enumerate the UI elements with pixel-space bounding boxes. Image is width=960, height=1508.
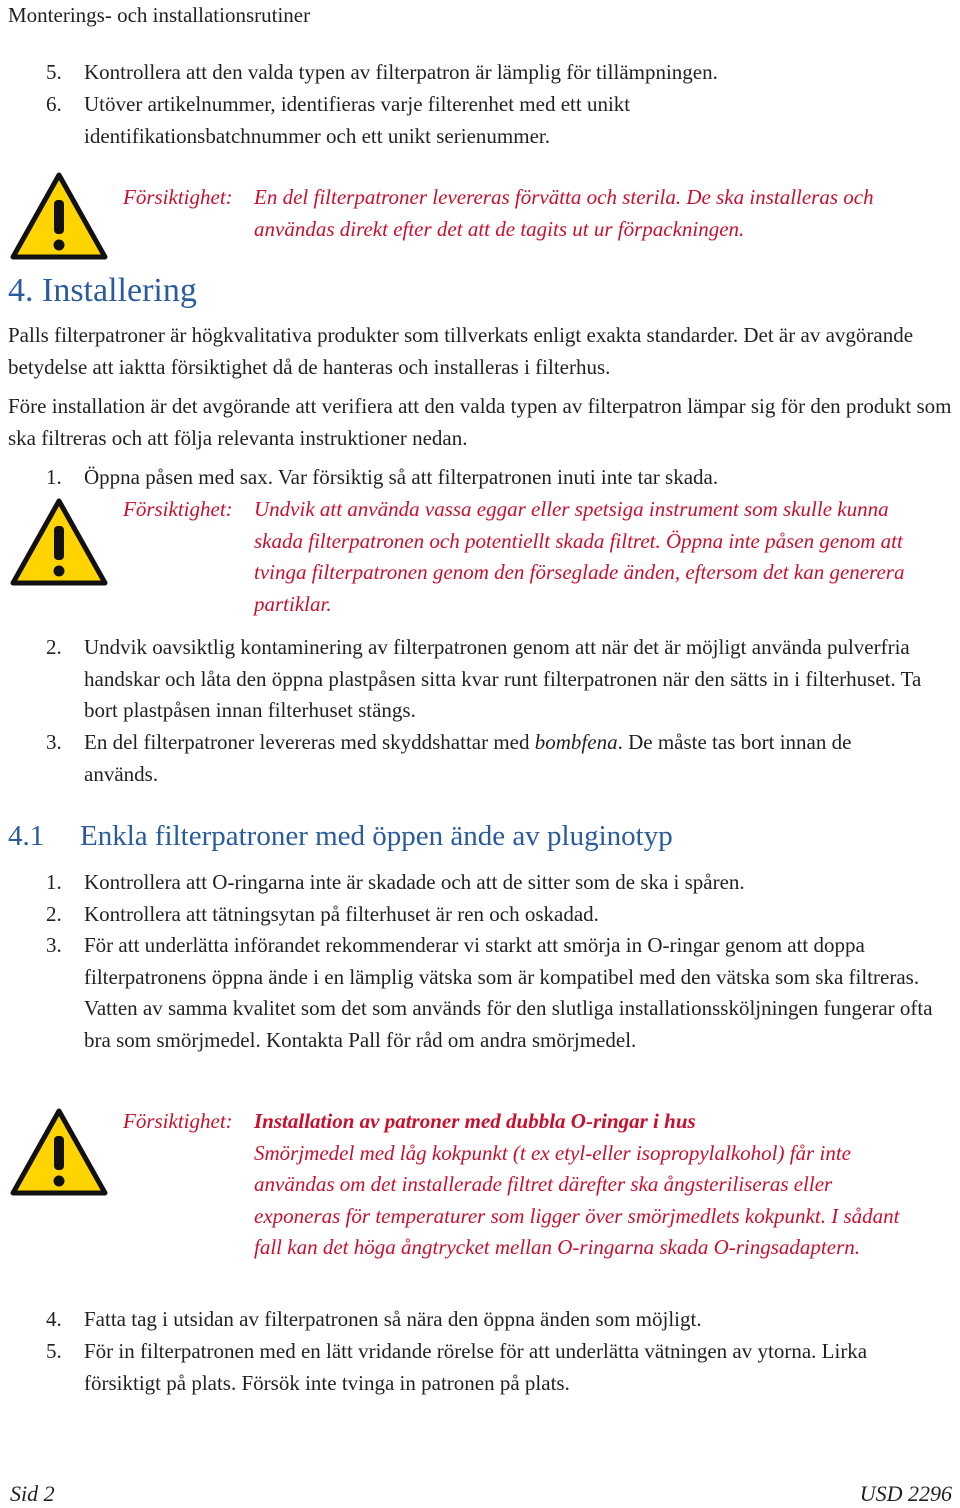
subsection-title: Enkla filterpatroner med öppen ände av pluginotyp (80, 820, 673, 852)
caution-text: Smörjmedel med låg kokpunkt (t ex etyl-eller isopropylalkohol) får inte användas om det installerade filtret därefter ska ångsteriliseras eller exponeras för temperaturer som ligger över smörjmedlets kokpunkt. I sådant fall kan det höga ångtrycket mellan O-ringarna skada O-ringsadaptern. (254, 1140, 900, 1259)
list-number: 4. (46, 1307, 62, 1331)
subsection-number: 4.1 (8, 820, 45, 852)
subsection-heading (8, 820, 673, 853)
caution-text: Undvik att använda vassa eggar eller spetsiga instrument som skulle kunna skada filterpatronen och potentiellt skada filtret. Öppna inte påsen genom att tvinga filterpatronen genom den förseglade änden, eftersom det kan generera partiklar. (254, 497, 905, 616)
list-number: 3. (46, 730, 62, 754)
caution-label: Försiktighet: (123, 497, 233, 521)
emphasized-term: bombfena (534, 730, 618, 754)
list-text (84, 727, 920, 790)
list-number: 3. (46, 933, 62, 957)
list-number: 6. (46, 92, 62, 116)
paragraph: Palls filterpatroner är högkvalitativa produkter som tillverkats enligt exakta standarder. Det är av avgörande betydelse att iaktta försiktighet då de hanteras och installeras i filterhus. (8, 323, 914, 379)
list-number: 2. (46, 902, 62, 926)
caution-title: Installation av patroner med dubbla O-ringar i hus (254, 1109, 696, 1133)
list-number: 1. (46, 870, 62, 894)
paragraph: Före installation är det avgörande att verifiera att den valda typen av filterpatron lämpar sig för den produkt som ska filtreras och att följa relevanta instruktioner nedan. (8, 394, 952, 450)
warning-triangle-icon (10, 1108, 108, 1196)
list-text: Utöver artikelnummer, identifieras varje filterenhet med ett unikt identifikationsbatchnummer och ett unikt serienummer. (84, 92, 631, 148)
page-number: Sid 2 (10, 1481, 55, 1506)
section-heading: 4. Installering (8, 272, 197, 309)
list-number: 5. (46, 1339, 62, 1363)
list-text: Kontrollera att O-ringarna inte är skadade och att de sitter som de ska i spåren. (84, 870, 745, 894)
caution-text: En del filterpatroner levereras förvätta och sterila. De ska installeras och användas direkt efter det att de tagits ut ur förpackningen. (254, 185, 874, 241)
list-text: Öppna påsen med sax. Var försiktig så att filterpatronen inuti inte tar skada. (84, 465, 719, 489)
caution-label: Försiktighet: (123, 1109, 233, 1133)
warning-triangle-icon (10, 172, 108, 260)
document-code: USD 2296 (859, 1481, 952, 1506)
warning-triangle-icon (10, 498, 108, 586)
list-text: Fatta tag i utsidan av filterpatronen så nära den öppna änden som möjligt. (84, 1307, 702, 1331)
list-text: Kontrollera att tätningsytan på filterhuset är ren och oskadad. (84, 902, 599, 926)
list-text-part: . De måste tas bort innan de används. (84, 730, 852, 786)
list-text: Kontrollera att den valda typen av filterpatron är lämplig för tillämpningen. (84, 60, 718, 84)
caution-body (254, 1106, 910, 1264)
list-number: 1. (46, 465, 62, 489)
list-number: 5. (46, 60, 62, 84)
list-text-part: En del filterpatroner levereras med skyddshattar med (84, 730, 535, 754)
list-text: Undvik oavsiktlig kontaminering av filterpatronen genom att när det är möjligt använda pulverfria handskar och låta den öppna plastpåsen sitta kvar runt filterpatronen när den sätts in i filterhuset. Ta bort plastpåsen innan filterhuset stängs. (84, 635, 922, 722)
caution-label: Försiktighet: (123, 185, 233, 209)
list-text: För att underlätta införandet rekommenderar vi starkt att smörja in O-ringar genom att doppa filterpatronens öppna ände i en lämplig vätska som är kompatibel med den vätska som ska filtreras. Vatten av samma kvalitet som det som används för den slutliga installationssköljningen fungerar ofta bra som smörjmedel. Kontakta Pall för råd om andra smörjmedel. (84, 933, 933, 1052)
list-text: För in filterpatronen med en lätt vridande rörelse för att underlätta vätningen av ytorna. Lirka försiktigt på plats. Försök inte tvinga in patronen på plats. (84, 1339, 868, 1395)
page-header: Monterings- och installationsrutiner (8, 3, 311, 27)
list-number: 2. (46, 635, 62, 659)
